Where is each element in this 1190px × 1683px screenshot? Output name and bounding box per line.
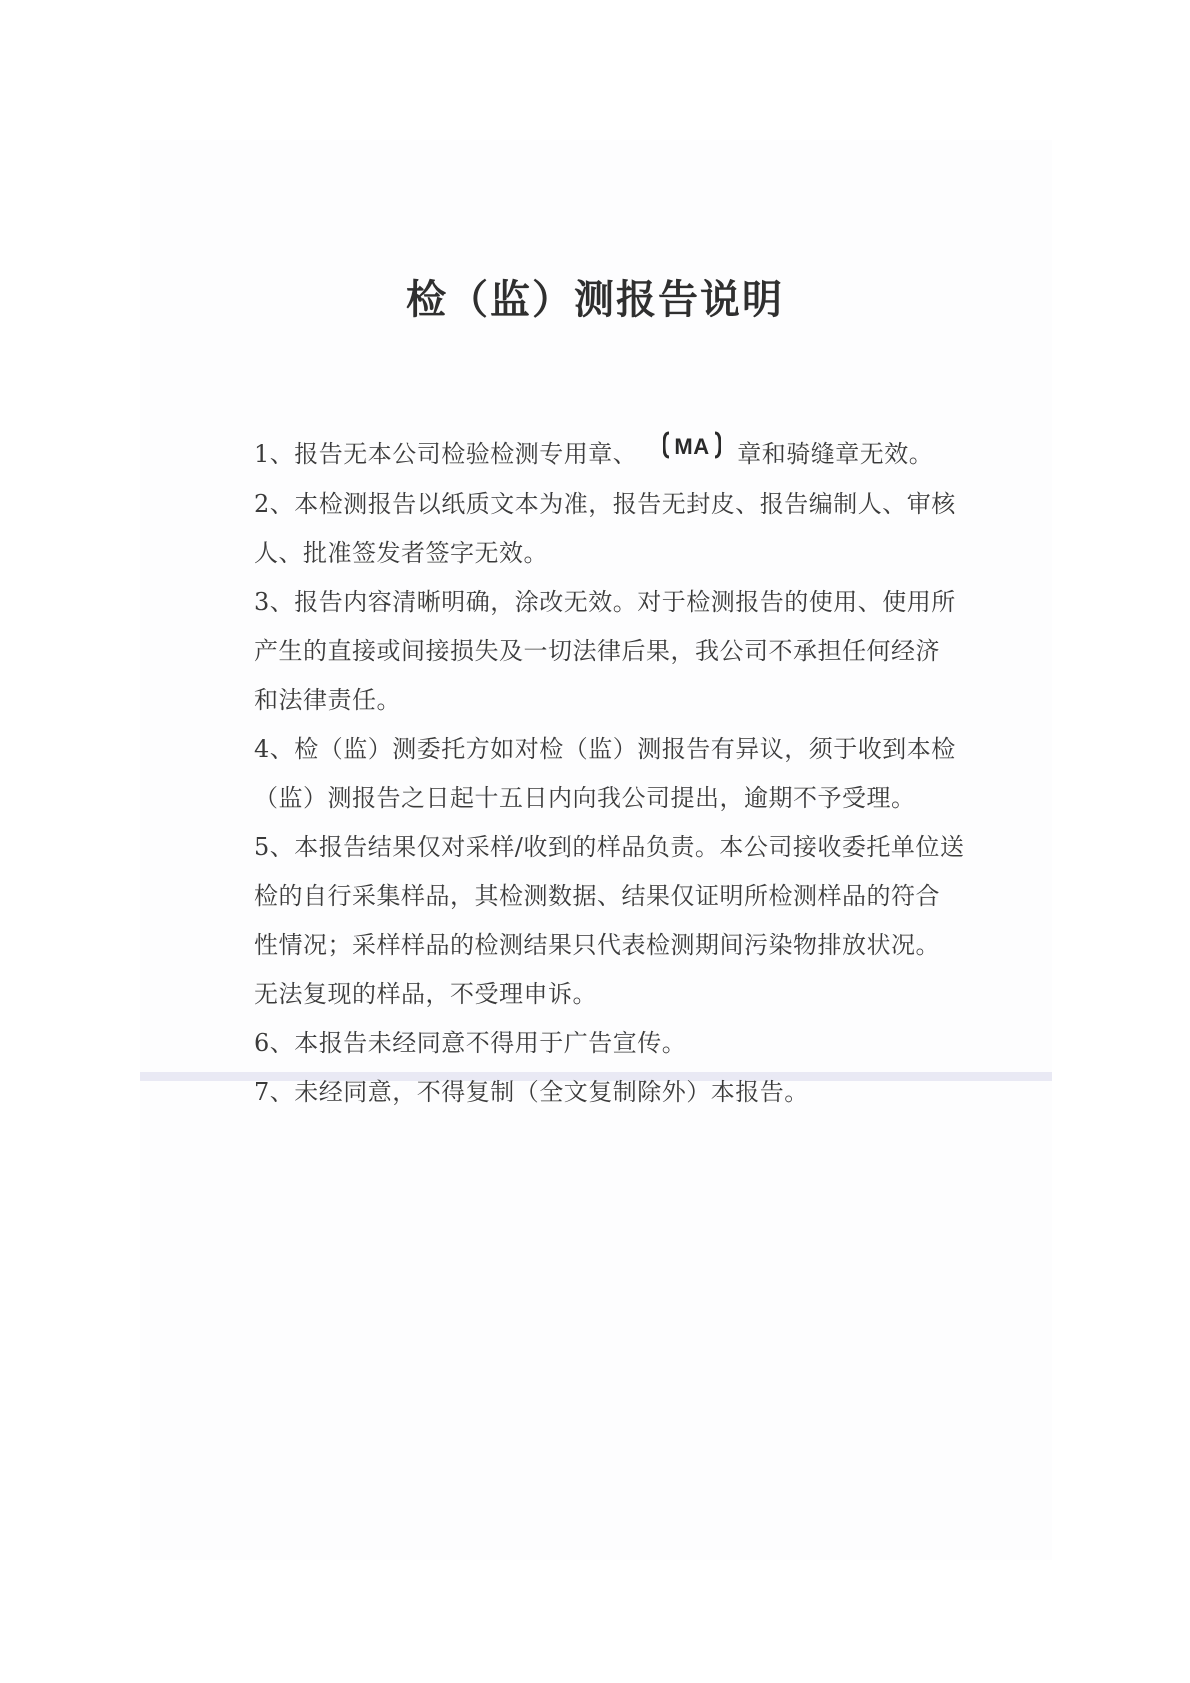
notice-item-2-line-1: 2、本检测报告以纸质文本为准，报告无封皮、报告编制人、审核 xyxy=(254,490,956,518)
notice-item-5-line-3: 性情况；采样样品的检测结果只代表检测期间污染物排放状况。 xyxy=(254,931,940,959)
document-title: 检（监）测报告说明 xyxy=(406,276,784,323)
notice-item-3-line-2: 产生的直接或间接损失及一切法律后果，我公司不承担任何经济 xyxy=(254,637,940,665)
notice-item-1-text-b: 章和骑缝章无效。 xyxy=(737,440,934,468)
notice-item-7-line-1: 7、未经同意，不得复制（全文复制除外）本报告。 xyxy=(254,1078,809,1106)
notice-item-4 xyxy=(254,725,956,823)
notice-item-2 xyxy=(254,480,956,578)
cma-mark-graphic xyxy=(663,430,721,460)
notice-item-5-line-1: 5、本报告结果仅对采样/收到的样品负责。本公司接收委托单位送 xyxy=(254,833,965,861)
notice-item-3-line-3: 和法律责任。 xyxy=(254,686,401,714)
notice-item-1 xyxy=(254,430,944,480)
notice-item-2-line-2: 人、批准签发者签字无效。 xyxy=(254,539,548,567)
notice-item-7 xyxy=(254,1068,944,1117)
notice-item-1-text-a: 1、报告无本公司检验检测专用章、 xyxy=(254,440,638,468)
cma-certification-mark xyxy=(663,428,721,477)
notice-item-3-line-1: 3、报告内容清晰明确，涂改无效。对于检测报告的使用、使用所 xyxy=(254,588,956,616)
notice-item-5 xyxy=(254,823,965,1019)
notice-item-6-line-1: 6、本报告未经同意不得用于广告宣传。 xyxy=(254,1029,687,1057)
notice-item-5-line-4: 无法复现的样品，不受理申诉。 xyxy=(254,980,597,1008)
notice-item-4-line-2: （监）测报告之日起十五日内向我公司提出，逾期不予受理。 xyxy=(254,784,916,812)
notice-item-5-line-2: 检的自行采集样品，其检测数据、结果仅证明所检测样品的符合 xyxy=(254,882,940,910)
notice-item-4-line-1: 4、检（监）测委托方如对检（监）测报告有异议，须于收到本检 xyxy=(254,735,956,763)
notice-item-6 xyxy=(254,1019,944,1068)
notice-item-3 xyxy=(254,578,956,725)
cma-mark-letters: MA xyxy=(674,434,710,459)
